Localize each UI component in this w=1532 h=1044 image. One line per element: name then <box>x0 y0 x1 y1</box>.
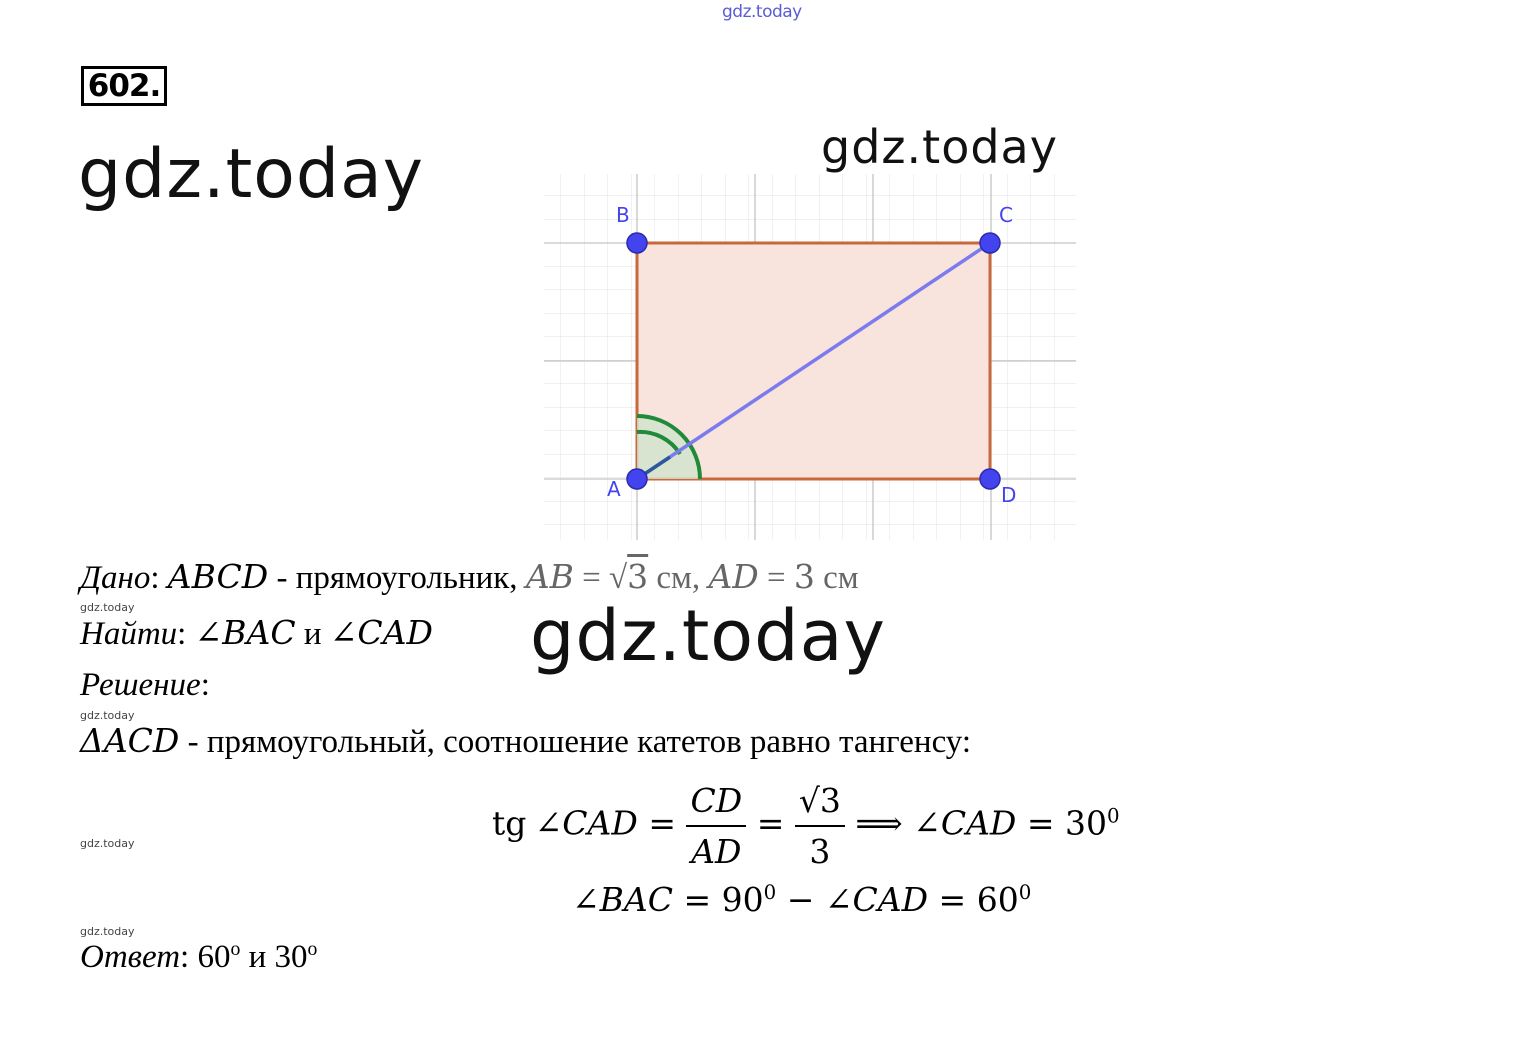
triangle-statement <box>80 721 971 761</box>
watermark-top: gdz.today <box>722 2 802 22</box>
watermark-big-center: gdz.today <box>530 595 886 677</box>
solution-line: Решение: <box>80 667 210 703</box>
result-30: 30 <box>1065 803 1108 843</box>
watermark-big-left: gdz.today <box>78 135 424 214</box>
label-c: C <box>999 203 1013 227</box>
fraction-sqrt3-3: $\frac{√3}{3}$ <box>795 777 845 877</box>
formula-tangent: tg ∠CAD = $\frac{CD}{AD}$ = $\frac{√3}{3}$ ⟹ ∠CAD = $30^0$ <box>492 777 1120 877</box>
given-text: - прямоугольник, <box>268 560 526 596</box>
given-figure: ABCD <box>167 557 269 596</box>
label-a: A <box>607 477 621 501</box>
rectangle-figure <box>540 170 1080 545</box>
fraction-cd-ad: $\frac{CD}{AD}$ <box>686 777 746 877</box>
triangle-acd: ΔACD <box>80 721 180 760</box>
find-angle-bac: ∠BAC <box>194 613 296 652</box>
given-ad: AD <box>708 557 759 596</box>
point-c <box>980 233 1000 253</box>
given-label: Дано <box>80 560 151 596</box>
watermark-big-right: gdz.today <box>821 120 1058 174</box>
point-a <box>627 469 647 489</box>
formula1-angle: ∠CAD <box>534 803 638 843</box>
answer-label: Ответ <box>80 939 181 975</box>
watermark-small-3: gdz.today <box>80 837 135 850</box>
given-ad-value: 3 <box>793 557 815 596</box>
result-60: 60 <box>976 880 1019 919</box>
watermark-small-4: gdz.today <box>80 925 135 938</box>
point-b <box>627 233 647 253</box>
given-ab: AB <box>525 557 574 596</box>
answer-line: Ответ: 60$^o$ и 30$^o$ <box>80 938 318 975</box>
watermark-small-1: gdz.today <box>80 601 135 614</box>
given-line: Дано: ABCD - прямоугольник, AB = √3 см, AD = 3 см <box>80 557 859 596</box>
problem-number: 602. <box>81 66 167 106</box>
find-angle-cad: ∠CAD <box>329 613 433 652</box>
solution-label: Решение <box>80 667 201 703</box>
find-line: Найти: ∠BAC и ∠CAD <box>80 613 433 652</box>
find-label: Найти <box>80 616 178 652</box>
solution-text: - прямоугольный, соотношение катетов равно тангенсу: <box>179 724 972 760</box>
given-sqrt-value: 3 <box>627 557 649 596</box>
watermark-small-2: gdz.today <box>80 709 135 722</box>
label-d: D <box>1001 483 1017 507</box>
tg-function: tg <box>492 803 527 843</box>
formula-bac: ∠BAC = $90^0$ − ∠CAD = $60^0$ <box>572 880 1032 919</box>
point-d <box>980 469 1000 489</box>
label-b: B <box>616 203 630 227</box>
